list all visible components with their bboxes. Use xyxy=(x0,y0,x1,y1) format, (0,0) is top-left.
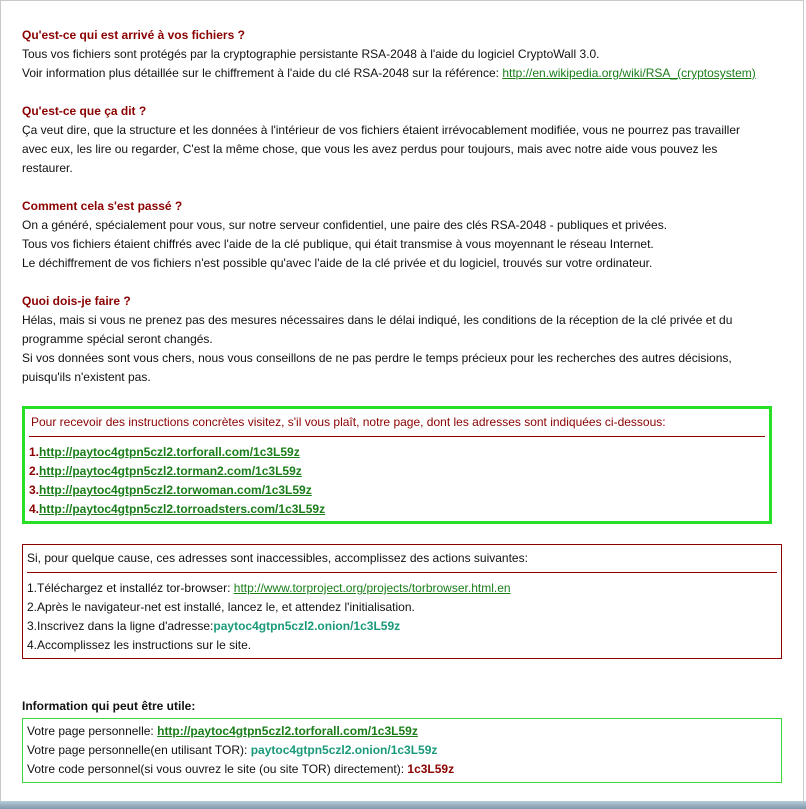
payment-link-2[interactable]: http://paytoc4gtpn5czl2.torman2.com/1c3L59z xyxy=(39,464,302,478)
tor-step-1 xyxy=(27,579,777,598)
section-what-to-do xyxy=(22,292,782,387)
onion-address: paytoc4gtpn5czl2.onion/1c3L59z xyxy=(213,619,401,633)
section-text: programme spécial seront changés. xyxy=(22,332,213,346)
section-text: avec eux, les lire ou regarder, C'est la même chose, que vous les avez perdus pour toujours, mais avec notre aide vous pouvez les xyxy=(22,142,718,156)
payment-link-row xyxy=(29,462,765,481)
payment-links-intro: Pour recevoir des instructions concrètes visitez, s'il vous plaît, notre page, dont les adresses sont indiquées ci-dessous: xyxy=(31,415,666,429)
section-text: Tous vos fichiers sont protégés par la cryptographie persistante RSA-2048 à l'aide du logiciel CryptoWall 3.0. xyxy=(22,47,600,61)
payment-link-1[interactable]: http://paytoc4gtpn5czl2.torforall.com/1c3L59z xyxy=(39,445,300,459)
tor-step-2: 2.Après le navigateur-net est installé, lancez le, et attendez l'initialisation. xyxy=(27,600,415,614)
payment-link-4[interactable]: http://paytoc4gtpn5czl2.torroadsters.com/1c3L59z xyxy=(39,502,326,516)
payment-link-row xyxy=(29,500,765,519)
section-text: puisqu'ils n'existent pas. xyxy=(22,370,151,384)
section-text: On a généré, spécialement pour vous, sur notre serveur confidentiel, une paire des clés RSA-2048 - publiques et privées. xyxy=(22,218,668,232)
personal-code-row xyxy=(27,760,777,779)
personal-code: 1c3L59z xyxy=(407,762,455,776)
section-text: Hélas, mais si vous ne prenez pas des mesures nécessaires dans le délai indiqué, les conditions de la réception de la clé privée et du xyxy=(22,313,733,327)
link-number: 2. xyxy=(29,464,40,478)
wikipedia-rsa-link[interactable]: http://en.wikipedia.org/wiki/RSA_(cryptosystem) xyxy=(502,66,756,80)
section-how-it-happened xyxy=(22,197,782,273)
payment-link-row xyxy=(29,443,765,462)
section-heading: Qu'est-ce qui est arrivé à vos fichiers ? xyxy=(22,28,245,42)
section-text-lead: Voir information plus détaillée sur le chiffrement à l'aide du clé RSA-2048 sur la référence: xyxy=(22,66,503,80)
personal-page-label: Votre page personnelle: xyxy=(27,724,158,738)
tor-instructions-box xyxy=(22,544,782,659)
section-text: restaurer. xyxy=(22,161,73,175)
personal-tor-row xyxy=(27,741,777,760)
link-number: 4. xyxy=(29,502,40,516)
tor-instructions-intro: Si, pour quelque cause, ces adresses sont inaccessibles, accomplissez des actions suivantes: xyxy=(27,551,528,565)
tor-step-1-text: 1.Téléchargez et installéz tor-browser: xyxy=(27,581,234,595)
personal-page-row xyxy=(27,722,777,741)
section-heading: Qu'est-ce que ça dit ? xyxy=(22,104,147,118)
section-what-it-means xyxy=(22,102,782,178)
personal-onion-address: paytoc4gtpn5czl2.onion/1c3L59z xyxy=(250,743,438,757)
ransom-note xyxy=(22,26,782,783)
tor-step-4: 4.Accomplissez les instructions sur le site. xyxy=(27,638,252,652)
divider xyxy=(29,436,765,437)
section-heading: Quoi dois-je faire ? xyxy=(22,294,131,308)
section-text xyxy=(22,64,782,83)
payment-link-3[interactable]: http://paytoc4gtpn5czl2.torwoman.com/1c3L59z xyxy=(39,483,312,497)
bottom-bar xyxy=(0,801,806,809)
tor-browser-download-link[interactable]: http://www.torproject.org/projects/torbrowser.html.en xyxy=(233,581,511,595)
tor-step-3 xyxy=(27,617,777,636)
personal-code-label: Votre code personnel(si vous ouvrez le site (ou site TOR) directement): xyxy=(27,762,408,776)
section-heading: Comment cela s'est passé ? xyxy=(22,199,183,213)
info-title: Information qui peut être utile: xyxy=(22,699,196,713)
payment-links-box xyxy=(22,406,772,524)
personal-page-link[interactable]: http://paytoc4gtpn5czl2.torforall.com/1c3L59z xyxy=(157,724,418,738)
divider xyxy=(27,572,777,573)
section-text: Si vos données sont vous chers, nous vous conseillons de ne pas perdre le temps précieux pour les recherches des autres décisions, xyxy=(22,351,732,365)
tor-step-3-text: 3.Inscrivez dans la ligne d'adresse: xyxy=(27,619,214,633)
payment-link-row xyxy=(29,481,765,500)
link-number: 3. xyxy=(29,483,40,497)
link-number: 1. xyxy=(29,445,40,459)
personal-tor-label: Votre page personnelle(en utilisant TOR): xyxy=(27,743,251,757)
section-text: Tous vos fichiers étaient chiffrés avec l'aide de la clé publique, qui était transmise à vous moyennant le réseau Internet. xyxy=(22,237,654,251)
section-text: Le déchiffrement de vos fichiers n'est possible qu'avec l'aide de la clé privée et du logiciel, trouvés sur votre ordinateur. xyxy=(22,256,653,270)
section-text: Ça veut dire, que la structure et les données à l'intérieur de vos fichiers étaient irrévocablement modifiée, vous ne pourrez pas travailler xyxy=(22,123,740,137)
section-what-happened xyxy=(22,26,782,83)
personal-info-box xyxy=(22,718,782,783)
